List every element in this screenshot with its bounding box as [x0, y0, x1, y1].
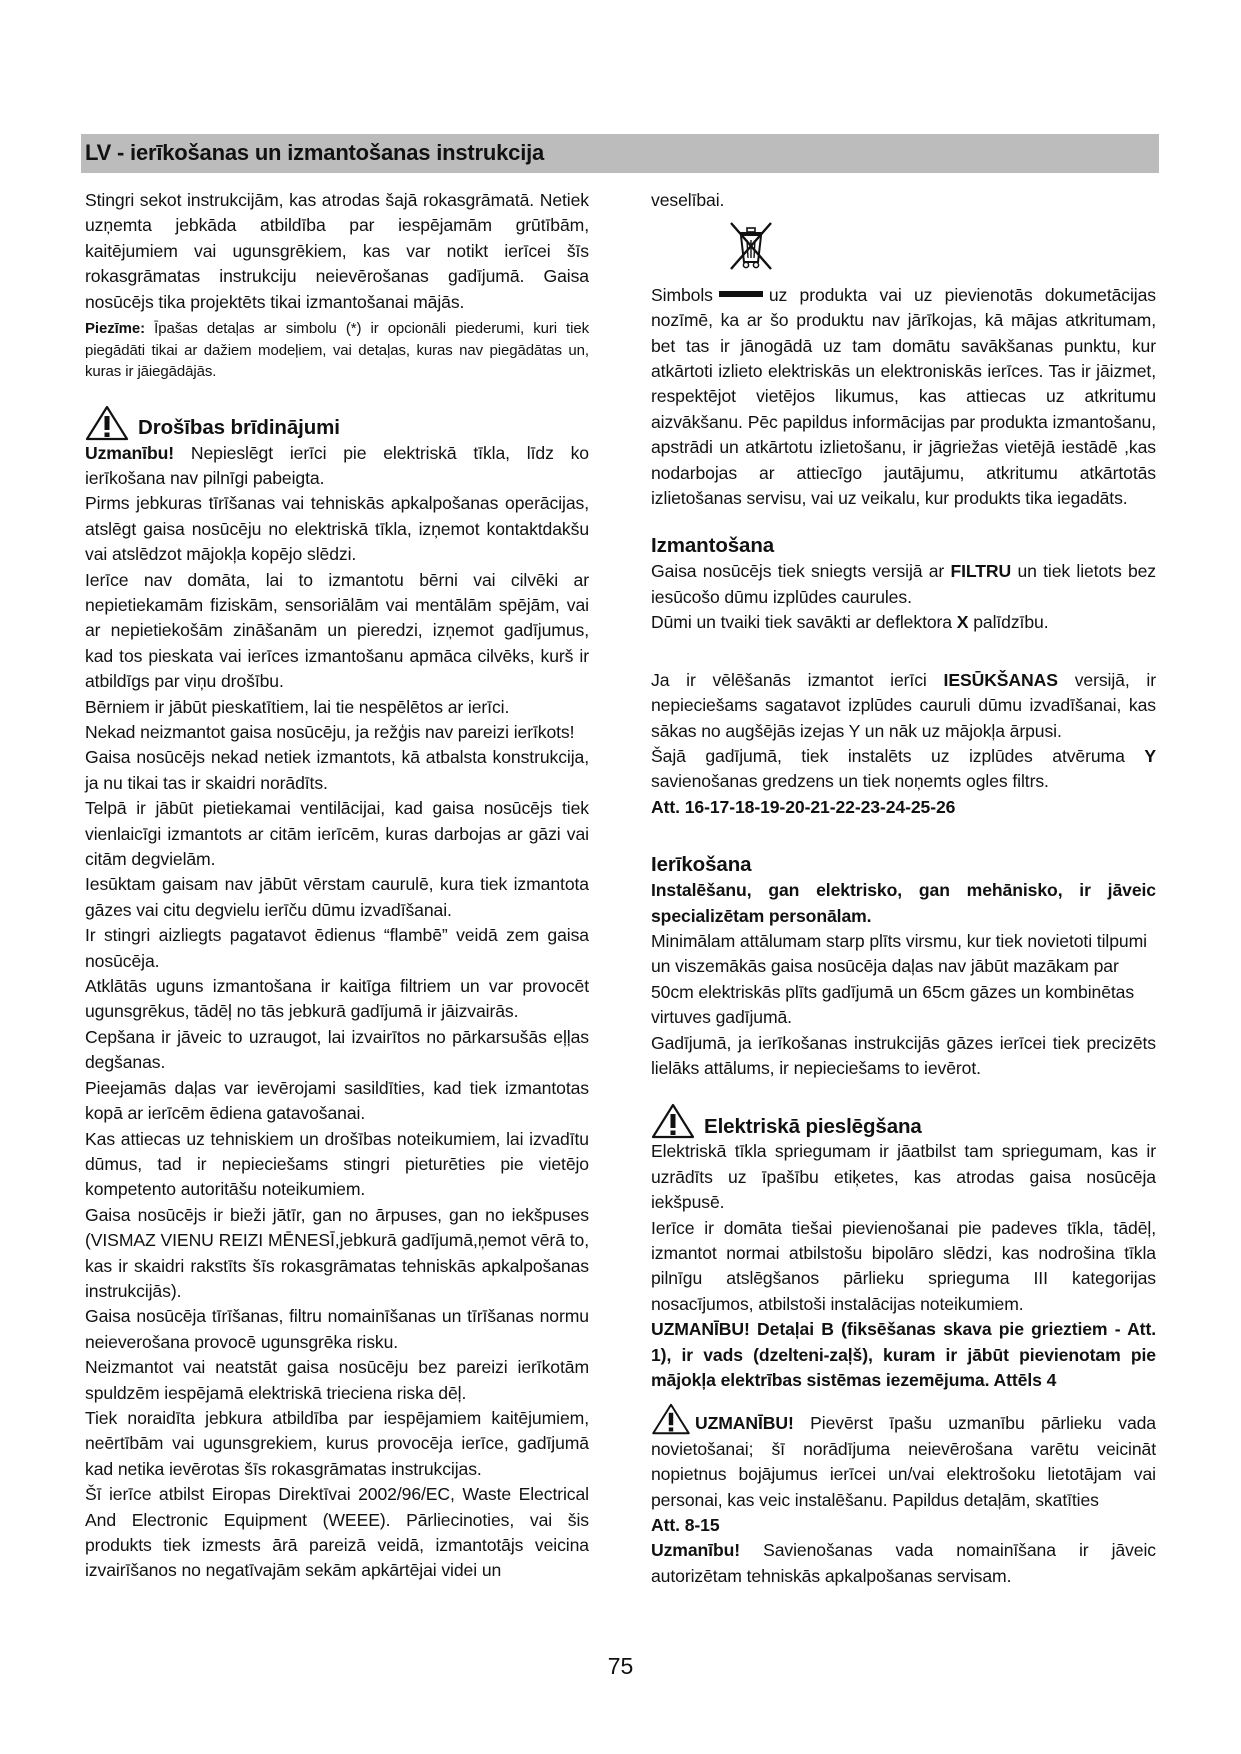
safety-paragraph: Telpā ir jābūt pietiekamai ventilācijai, kad gaisa nosūcējs tiek vienlaicīgi izmantots ar citām ierīcēm, kuras darbojas ar gāzi vai citām degvielām. [85, 798, 589, 870]
warning-text: Pievērst īpašu uzmanību pārlieku vada novietošanai; šī norādījuma neievērošana varētu veicināt nopietnus bojājumus ierīcei un/vai elektrošoku lietotājam vai personai, kas veic instalēšanu. Papildus detaļām, skatīties [651, 1413, 1156, 1510]
usage-text: un tiek lietots bez iesūcošo dūmu izplūdes caurules. [651, 561, 1157, 607]
final-paragraph [651, 1538, 1156, 1589]
symbol-text: uz produkta vai uz pievienotās dokumetācijas nozīmē, ka ar šo produktu nav jārīkojas, kā mājas atkritumam, bet tas ir jānogādā uz tam domātu savākšanas punktu, kur atkārtoti izlieto elektriskās un elektroniskās ierīces. Tas ir jāizmet, respektējot vietējos likumus, kas attiecas uz atkritumu aizvākšanu. Pēc papildus informācijas par produkta izmantošanu, apstrādi un atkārtotu izlietošanu, ir jāgriežas vietējā iestādē ,kas nodarbojas ar attiecīgo jautājumu, atkritumu atkārtotās izlietošanas servisu, vai uz veikalu, kur produkts tika iegadāts. [651, 284, 1156, 509]
safety-paragraph: Nekad neizmantot gaisa nosūcēju, ja režģis nav pareizi ierīkots! [85, 722, 575, 742]
usage-paragraph [651, 668, 1156, 744]
safety-paragraph: Neizmantot vai neatstāt gaisa nosūcēju bez pareizi ierīkotām spuldzēm iespējamā elektriskā trieciena riska dēļ. [85, 1357, 589, 1403]
intro-paragraph: Stingri sekot instrukcijām, kas atrodas šajā rokasgrāmatā. Netiek uzņemta jebkāda atbildība par iespējamām grūtībām, kaitējumiem vai ugunsgrēkiem, kas var notikt ierīcei šīs rokasgrāmatas instrukciju neievērošanas gadījumā. Gaisa nosūcējs tika projektēts tikai izmantošanai mājās. [85, 190, 589, 312]
usage-text: versijā, ir nepieciešams sagatavot izplūdes cauruli dūmu izvadīšanai, kas sākas no augšējās izejas Y un nāk uz mājokļa ārpusi. [651, 669, 1156, 741]
safety-paragraph: Gaisa nosūcēja tīrīšanas, filtru nomainīšanas un tīrīšanas normu neieverošana provocē ugunsgrēka risku. [85, 1306, 589, 1352]
warning-triangle-icon [651, 1103, 695, 1139]
install-title: Ierīkošana [651, 853, 752, 877]
usage-text: palīdzību. [968, 612, 1049, 633]
section-header [81, 134, 1159, 173]
page-title: LV - ierīkošanas un izmantošanas instrukcija [85, 140, 545, 165]
usage-paragraph [651, 559, 1156, 610]
note-label: Piezīme: [85, 320, 146, 338]
usage-text: Gaisa nosūcējs tiek sniegts versijā ar [651, 561, 951, 582]
safety-paragraph: Pieejamās daļas var ievērojami sasildīties, kad tiek izmantotas kopā ar ierīcēm ēdiena gatavošanai. [85, 1077, 589, 1124]
usage-bold: IESŪKŠANAS [943, 669, 1058, 690]
safety-paragraph: Kas attiecas uz tehniskiem un drošības noteikumiem, lai izvadītu dūmus, tad ir nepieciešams stingri pieturēties pie vietējo kompetento autoritāšu noteikumiem. [85, 1128, 589, 1200]
warning-triangle-icon [651, 1403, 691, 1435]
usage-text: savienošanas gredzens un tiek noņemts ogles filtrs. [651, 771, 1049, 792]
install-bold: Instalēšanu, gan elektrisko, gan mehānisko, ir jāveic specializētam personālam. [651, 880, 1156, 926]
safety-paragraph: Gaisa nosūcējs nekad netiek izmantots, kā atbalsta konstrukcija, ja nu tikai tas ir skaidri norādīts. [85, 747, 589, 793]
safety-title: Drošības brīdinājumi [138, 416, 340, 440]
attention-paragraph [85, 441, 589, 492]
crossed-out-bin-icon [723, 217, 779, 273]
symbol-prefix: Simbols [651, 284, 713, 305]
weee-paragraph: Šī ierīce atbilst Eiropas Direktīvai 2002/96/EC, Waste Electrical And Electronic Equipment (WEEE). Pārliecinoties, vai šis produkts tiek izmests ārā pareizā veidā, izmantotājs veicina izvairīšanos no negatīvajām sekām apkārtējai videi un [85, 1484, 589, 1581]
usage-figure-ref [651, 795, 1156, 820]
final-label: Uzmanību! [651, 1540, 741, 1561]
safety-paragraph: Ierīce nav domāta, lai to izmantotu bērni vai cilvēki ar nepietiekamām fiziskām, sensoriālām vai mentālām spējām, vai ar nepietiekošām zināšanām un pieredzi, izņemot gadījumus, kad tos pieskata vai ierīces izmantošanu apmāca cilvēks, kurš ir atbildīgs par viņu drošību. [85, 569, 589, 692]
black-bar-icon [719, 291, 763, 297]
usage-paragraph [651, 610, 1156, 635]
attention-text: Nepieslēgt ierīci pie elektriskā tīkla, līdz ko ierīkošana nav pilnīgi pabeigta. [85, 442, 589, 488]
safety-paragraph: Gaisa nosūcējs ir bieži jātīr, gan no ārpuses, gan no iekšpuses (VISMAZ VIENU REIZI MĒNESĪ,jebkurā gadījumā,ņemot vērā to, kas ir skaidri rakstīts šīs rokasgrāmatas tehniskās apkalpošanas instrukcijās). [85, 1204, 589, 1301]
safety-paragraph: Pirms jebkuras tīrīšanas vai tehniskās apkalpošanas operācijas, atslēgt gaisa nosūcēju no elektriskā tīkla, izņemot kontaktdakšu vai atslēdzot mājokļa kopējo slēdzi. [85, 493, 589, 565]
note-paragraph [85, 318, 589, 383]
continuation-text: veselībai. [651, 190, 725, 210]
install-paragraph: Minimālam attālumam starp plīts virsmu, kur tiek novietoti tilpumi un viszemākās gaisa nosūcēja daļas nav jābūt mazākam par 50cm elektriskās plīts gadījumā un 65cm gāzes un kombinētas virtuves gadījumā. [651, 930, 1147, 1028]
safety-paragraph: Ir stingri aizliegts pagatavot ēdienus “flambē” veidā zem gaisa nosūcēja. [85, 925, 589, 971]
note-text: Īpašas detaļas ar simbolu (*) ir opcionāli piederumi, kuri tiek piegādāti tikai ar dažiem modeļiem, vai detaļas, kuras nav piegādātas un, kuras ir jāiegādājās. [85, 320, 589, 381]
electrical-paragraph: Ierīce ir domāta tiešai pievienošanai pie padeves tīkla, tādēļ, izmantot normai atbilstošu bipolāro slēdzi, kas nodrošina tīkla pilnīgu atslēgšanos pārlieku sprieguma III kategorijas nosacījumos, atbilstoši instalācijas noteikumiem. [651, 1217, 1156, 1314]
safety-paragraph: Iesūktam gaisam nav jābūt vērstam caurulē, kura tiek izmantota gāzes vai citu degvielu ierīču dūmu izvadīšanai. [85, 874, 589, 920]
warning-label: UZMANĪBU! [695, 1413, 794, 1434]
usage-text: Šajā gadījumā, tiek instalēts uz izplūdes atvēruma [651, 745, 1145, 766]
usage-text: Dūmi un tvaiki tiek savākti ar deflektora [651, 612, 957, 633]
attention-label: Uzmanību! [85, 442, 175, 463]
warning-figure-ref [651, 1513, 1156, 1538]
usage-bold: Y [1144, 745, 1156, 766]
warning-ref: Att. 8-15 [651, 1515, 720, 1536]
safety-paragraph: Tiek noraidīta jebkura atbildība par iespējamiem kaitējumiem, neērtībām vai ugunsgrekiem, kurus provocēja ierīce, gadījumā kad netika ievērotas šīs rokasgrāmatas instrukcijas. [85, 1407, 589, 1479]
warning-triangle-icon [85, 405, 129, 441]
electrical-bold: UZMANĪBU! Detaļai B (fiksēšanas skava pie grieztiem - Att. 1), ir vads (dzelteni-zaļš), kuram ir jābūt pievienotam pie mājokļa elektrības sistēmas iezemējuma. Attēls 4 [651, 1319, 1156, 1391]
usage-text: Ja ir vēlēšanās izmantot ierīci [651, 669, 944, 690]
electrical-title: Elektriskā pieslēgšana [704, 1114, 922, 1138]
usage-bold: X [956, 612, 969, 633]
final-text: Savienošanas vada nomainīšana ir jāveic autorizētam tehniskās apkalpošanas servisam. [651, 1540, 1156, 1586]
usage-ref: Att. 16-17-18-19-20-21-22-23-24-25-26 [651, 796, 956, 817]
electrical-paragraph: Elektriskā tīkla spriegumam ir jāatbilst tam spriegumam, kas ir uzrādīts uz īpašību etiķetes, kas atrodas gaisa nosūcēja iekšpusē. [651, 1141, 1156, 1213]
usage-bold: FILTRU [950, 561, 1012, 582]
install-bold-paragraph [651, 878, 1156, 929]
warning-paragraph [651, 1403, 1156, 1513]
usage-title: Izmantošana [651, 534, 775, 558]
weee-symbol-paragraph [651, 283, 1156, 512]
electrical-heading [651, 1103, 1156, 1139]
electrical-bold-paragraph [651, 1317, 1156, 1393]
page-number: 75 [607, 1653, 634, 1679]
safety-heading [85, 405, 589, 441]
install-paragraph: Gadījumā, ja ierīkošanas instrukcijās gāzes ierīcei tiek precizēts lielāks attālums, ir nepieciešams to ievērot. [651, 1032, 1156, 1078]
usage-paragraph [651, 744, 1156, 795]
safety-paragraph: Atklātās uguns izmantošana ir kaitīga filtriem un var provocēt ugunsgrēkus, tādēļ no tās jebkurā gadījumā ir jāizvairās. [85, 976, 589, 1022]
safety-paragraph: Bērniem ir jābūt pieskatītiem, lai tie nespēlētos ar ierīci. [85, 696, 510, 717]
left-column [85, 188, 589, 1584]
safety-paragraph: Cepšana ir jāveic to uzraugot, lai izvairītos no pārkarsušās eļļas degšanas. [85, 1026, 589, 1073]
right-column [651, 188, 1156, 1589]
